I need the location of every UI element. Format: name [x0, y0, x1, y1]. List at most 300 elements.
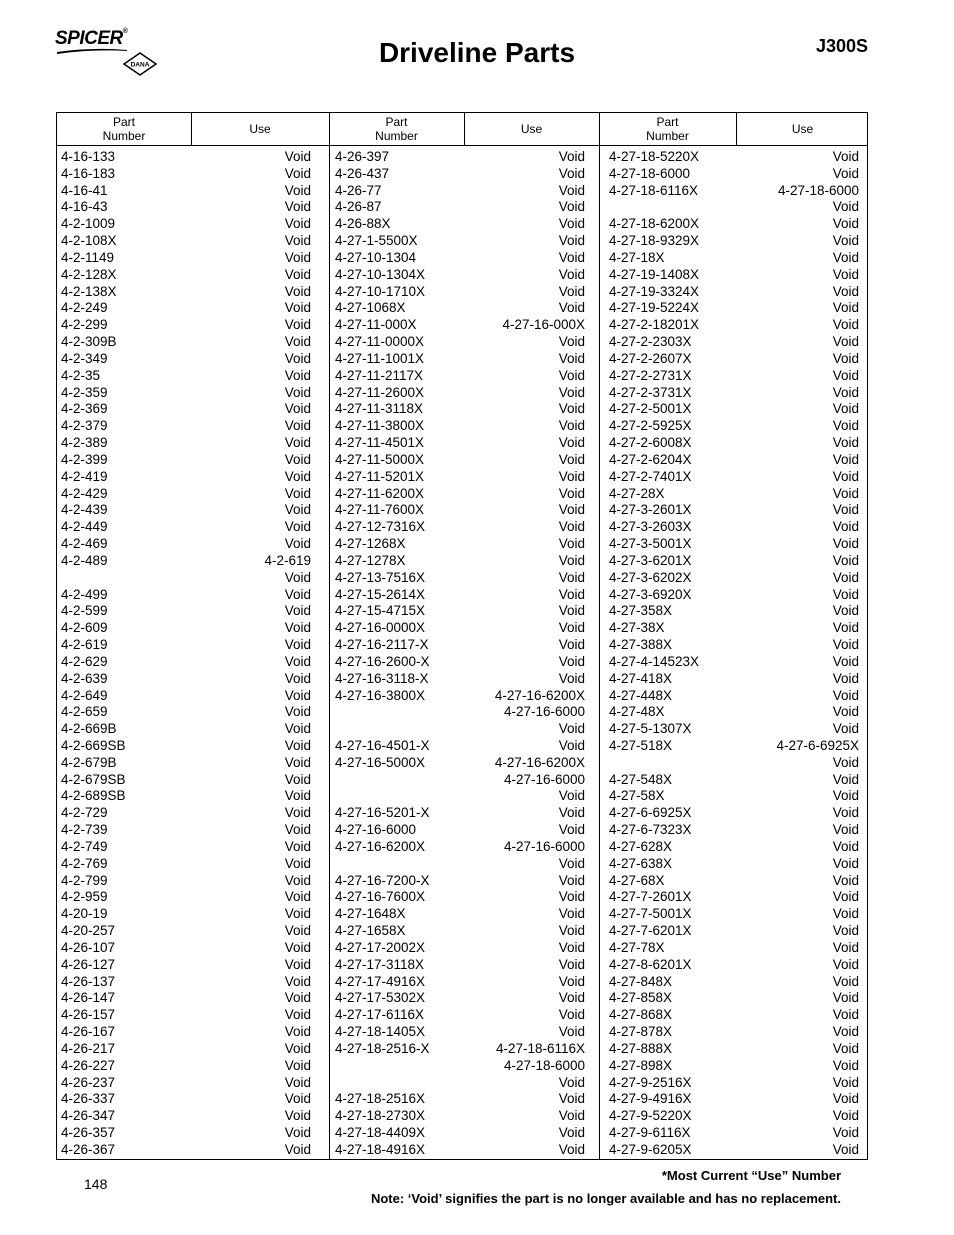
- use-value: Void: [832, 317, 859, 333]
- use-value: Void: [558, 536, 585, 552]
- table-row: [335, 889, 585, 906]
- table-row: [61, 435, 311, 452]
- table-row: [609, 149, 859, 166]
- table-row: [609, 570, 859, 587]
- part-number: 4-26-77: [335, 182, 382, 198]
- part-number: 4-27-16-5201-X: [335, 805, 430, 821]
- part-number: 4-27-1268X: [335, 536, 406, 552]
- part-number: 4-27-18-2516X: [335, 1091, 426, 1107]
- table-row: [61, 889, 311, 906]
- part-number: 4-27-388X: [609, 637, 673, 653]
- use-value: Void: [558, 249, 585, 265]
- table-row: [335, 822, 585, 839]
- table-row: [61, 788, 311, 805]
- table-row: [61, 334, 311, 351]
- use-value: 4-27-6-6925X: [776, 737, 859, 753]
- use-value: Void: [832, 603, 859, 619]
- use-value: Void: [284, 721, 311, 737]
- part-number: 4-2-249: [61, 300, 108, 316]
- table-row: [61, 1142, 311, 1159]
- part-number: 4-2-499: [61, 586, 108, 602]
- table-row: [609, 721, 859, 738]
- use-value: 4-27-16-6200X: [494, 754, 585, 770]
- part-number: 4-27-18-2730X: [335, 1108, 426, 1124]
- table-row: [335, 317, 585, 334]
- part-number: 4-27-4-14523X: [609, 653, 700, 669]
- part-number: 4-27-17-6116X: [335, 1007, 425, 1023]
- use-value: Void: [284, 923, 311, 939]
- use-value: Void: [558, 737, 585, 753]
- part-number: 4-27-16-6200X: [335, 838, 426, 854]
- part-number: 4-27-11-1001X: [335, 350, 425, 366]
- use-value: Void: [832, 721, 859, 737]
- use-value: Void: [832, 249, 859, 265]
- table-row: [609, 1007, 859, 1024]
- part-number: 4-27-48X: [609, 704, 665, 720]
- part-number: 4-2-35: [61, 367, 101, 383]
- table-row: [609, 401, 859, 418]
- use-value: Void: [832, 805, 859, 821]
- table-row: [335, 587, 585, 604]
- table-row: [609, 486, 859, 503]
- use-value: Void: [284, 1057, 311, 1073]
- table-row: [61, 149, 311, 166]
- table-row: [61, 486, 311, 503]
- part-number: 4-27-548X: [609, 771, 673, 787]
- use-value: Void: [284, 838, 311, 854]
- part-number: 4-27-18-6000: [609, 165, 691, 181]
- part-number: 4-27-2-2303X: [609, 334, 692, 350]
- use-value: Void: [284, 620, 311, 636]
- use-value: Void: [558, 822, 585, 838]
- header-cell: Use: [520, 122, 543, 136]
- table-row: [609, 334, 859, 351]
- part-number: 4-27-2-5001X: [609, 401, 692, 417]
- use-value: Void: [832, 906, 859, 922]
- use-value: Void: [832, 838, 859, 854]
- use-value: Void: [558, 199, 585, 215]
- part-number: 4-26-167: [61, 1024, 116, 1040]
- table-row: [335, 1091, 585, 1108]
- use-value: Void: [832, 670, 859, 686]
- part-number: 4-27-16-5000X: [335, 754, 426, 770]
- part-number: 4-27-16-7600X: [335, 889, 426, 905]
- use-value: Void: [558, 1108, 585, 1124]
- use-value: 4-27-16-000X: [502, 317, 585, 333]
- table-row: [609, 990, 859, 1007]
- use-value: Void: [832, 1108, 859, 1124]
- part-number: 4-2-629: [61, 653, 108, 669]
- table-row: [609, 587, 859, 604]
- part-number: 4-2-649: [61, 687, 108, 703]
- table-row: [335, 267, 585, 284]
- table-row: [335, 738, 585, 755]
- part-number: 4-27-878X: [609, 1024, 673, 1040]
- part-number: 4-2-489: [61, 552, 108, 568]
- part-number: 4-2-659: [61, 704, 108, 720]
- use-value: Void: [832, 300, 859, 316]
- table-row: [61, 873, 311, 890]
- part-number: 4-27-3-6201X: [609, 552, 692, 568]
- part-number: 4-27-1658X: [335, 923, 406, 939]
- use-value: Void: [284, 889, 311, 905]
- table-row: [609, 822, 859, 839]
- use-value: 4-27-18-6000: [503, 1057, 585, 1073]
- use-value: Void: [558, 620, 585, 636]
- table-row: [335, 401, 585, 418]
- part-number: 4-26-107: [61, 939, 116, 955]
- table-row: [609, 654, 859, 671]
- use-value: Void: [284, 653, 311, 669]
- use-value: Void: [832, 1057, 859, 1073]
- part-number: 4-27-7-2601X: [609, 889, 692, 905]
- part-number: 4-27-16-2117-X: [335, 637, 429, 653]
- table-row: [609, 183, 859, 200]
- part-number: 4-26-87: [335, 199, 382, 215]
- use-value: Void: [832, 334, 859, 350]
- part-number: 4-27-16-3800X: [335, 687, 426, 703]
- use-value: Void: [284, 300, 311, 316]
- use-value: Void: [558, 468, 585, 484]
- part-number: 4-27-18-2516-X: [335, 1040, 430, 1056]
- use-value: Void: [284, 401, 311, 417]
- table-row: [609, 957, 859, 974]
- use-value: Void: [832, 889, 859, 905]
- part-number: 4-27-2-2731X: [609, 367, 692, 383]
- table-row: [335, 688, 585, 705]
- table-row: [335, 334, 585, 351]
- table-row: [335, 906, 585, 923]
- use-value: Void: [832, 855, 859, 871]
- header-cell: Use: [791, 122, 814, 136]
- part-number: 4-27-11-5201X: [335, 468, 425, 484]
- part-number: 4-2-749: [61, 838, 108, 854]
- table-row: [61, 368, 311, 385]
- use-value: Void: [558, 1007, 585, 1023]
- part-number: 4-2-679B: [61, 754, 117, 770]
- use-value: Void: [284, 704, 311, 720]
- part-number: 4-2-619: [61, 637, 108, 653]
- table-row: [335, 671, 585, 688]
- use-value: Void: [832, 939, 859, 955]
- use-value: Void: [832, 872, 859, 888]
- column-group: [335, 149, 585, 1159]
- part-number: 4-16-43: [61, 199, 108, 215]
- part-number: 4-27-5-1307X: [609, 721, 692, 737]
- part-number: 4-27-2-18201X: [609, 317, 700, 333]
- use-value: Void: [284, 569, 311, 585]
- use-value: Void: [558, 334, 585, 350]
- table-row: [335, 704, 585, 721]
- part-number: 4-27-2-6204X: [609, 451, 692, 467]
- table-row: [335, 166, 585, 183]
- column-divider: [329, 113, 330, 1159]
- table-row: [609, 856, 859, 873]
- use-value: Void: [284, 350, 311, 366]
- part-number: 4-26-367: [61, 1141, 116, 1157]
- part-number: 4-27-68X: [609, 872, 665, 888]
- use-value: Void: [558, 350, 585, 366]
- table-row: [609, 889, 859, 906]
- part-number: 4-27-18-5220X: [609, 149, 700, 164]
- use-value: 4-27-16-6200X: [494, 687, 585, 703]
- use-value: Void: [558, 653, 585, 669]
- use-value: Void: [558, 973, 585, 989]
- table-row: [335, 199, 585, 216]
- part-number: 4-27-2-7401X: [609, 468, 692, 484]
- table-row: [609, 1075, 859, 1092]
- use-value: Void: [832, 435, 859, 451]
- part-number: 4-26-397: [335, 149, 390, 164]
- part-number: 4-2-379: [61, 418, 108, 434]
- use-value: 4-27-16-6000: [503, 838, 585, 854]
- use-value: Void: [284, 603, 311, 619]
- table-row: [61, 755, 311, 772]
- use-value: Void: [284, 435, 311, 451]
- use-value: Void: [558, 889, 585, 905]
- table-row: [335, 452, 585, 469]
- use-value: Void: [284, 990, 311, 1006]
- part-number: 4-2-309B: [61, 334, 117, 350]
- table-row: [609, 1108, 859, 1125]
- table-row: [335, 183, 585, 200]
- part-number: 4-27-6-7323X: [609, 822, 692, 838]
- part-number: 4-2-959: [61, 889, 108, 905]
- part-number: 4-27-10-1304: [335, 249, 417, 265]
- part-number: 4-27-16-7200-X: [335, 872, 430, 888]
- part-number: 4-16-133: [61, 149, 116, 164]
- table-row: [335, 957, 585, 974]
- part-number: 4-27-11-5000X: [335, 451, 425, 467]
- part-number: 4-26-217: [61, 1040, 116, 1056]
- table-row: [61, 839, 311, 856]
- use-value: Void: [284, 249, 311, 265]
- part-number: 4-2-369: [61, 401, 108, 417]
- use-value: Void: [284, 519, 311, 535]
- part-number: 4-27-38X: [609, 620, 665, 636]
- part-number: 4-2-449: [61, 519, 108, 535]
- part-number: 4-27-19-3324X: [609, 283, 700, 299]
- table-row: [609, 199, 859, 216]
- part-number: 4-16-41: [61, 182, 108, 198]
- use-value: Void: [832, 216, 859, 232]
- use-value: Void: [284, 536, 311, 552]
- part-number: 4-20-19: [61, 906, 108, 922]
- table-row: [609, 233, 859, 250]
- part-number: 4-2-439: [61, 502, 108, 518]
- part-number: 4-26-157: [61, 1007, 116, 1023]
- use-value: Void: [558, 872, 585, 888]
- use-value: Void: [558, 906, 585, 922]
- table-row: [61, 688, 311, 705]
- use-value: Void: [832, 451, 859, 467]
- table-row: [335, 637, 585, 654]
- table-row: [61, 721, 311, 738]
- note-current: *Most Current “Use” Number: [661, 1168, 841, 1183]
- header-cell: Part Number: [102, 115, 146, 143]
- part-number: 4-26-357: [61, 1125, 116, 1141]
- use-value: Void: [284, 906, 311, 922]
- part-number: 4-27-3-5001X: [609, 536, 692, 552]
- table-row: [609, 351, 859, 368]
- table-row: [609, 1142, 859, 1159]
- table-row: [335, 149, 585, 166]
- table-row: [61, 385, 311, 402]
- part-number: 4-2-669B: [61, 721, 117, 737]
- table-row: [335, 233, 585, 250]
- table-row: [335, 351, 585, 368]
- table-row: [609, 940, 859, 957]
- part-number: 4-27-18-4916X: [335, 1141, 426, 1157]
- table-row: [335, 553, 585, 570]
- part-number: 4-27-3-2601X: [609, 502, 692, 518]
- header-cell: Use: [249, 122, 271, 136]
- table-row: [609, 671, 859, 688]
- part-number: 4-27-9-5220X: [609, 1108, 692, 1124]
- use-value: Void: [284, 1024, 311, 1040]
- use-value: Void: [284, 754, 311, 770]
- table-row: [61, 166, 311, 183]
- part-number: 4-27-518X: [609, 737, 673, 753]
- table-row: [335, 1058, 585, 1075]
- table-row: [609, 772, 859, 789]
- table-row: [61, 620, 311, 637]
- use-value: Void: [558, 182, 585, 198]
- part-number: 4-26-237: [61, 1074, 116, 1090]
- table-row: [335, 284, 585, 301]
- part-number: 4-20-257: [61, 923, 116, 939]
- column-group: [609, 149, 859, 1159]
- use-value: Void: [832, 233, 859, 249]
- part-number: 4-26-137: [61, 973, 116, 989]
- use-value: Void: [284, 216, 311, 232]
- table-row: [335, 250, 585, 267]
- use-value: Void: [558, 721, 585, 737]
- table-row: [61, 553, 311, 570]
- use-value: Void: [558, 552, 585, 568]
- table-row: [609, 873, 859, 890]
- use-value: Void: [832, 973, 859, 989]
- table-row: [609, 788, 859, 805]
- table-row: [61, 502, 311, 519]
- part-number: 4-2-1149: [61, 249, 115, 265]
- table-row: [61, 1125, 311, 1142]
- table-row: [61, 199, 311, 216]
- note-void: Note: ‘Void’ signifies the part is no longer available and has no replacement.: [370, 1191, 841, 1206]
- use-value: Void: [284, 872, 311, 888]
- part-number: 4-27-868X: [609, 1007, 673, 1023]
- table-row: [61, 738, 311, 755]
- part-number: 4-2-799: [61, 872, 108, 888]
- table-row: [335, 620, 585, 637]
- part-number: 4-2-299: [61, 317, 108, 333]
- use-value: Void: [832, 586, 859, 602]
- use-value: Void: [284, 485, 311, 501]
- table-row: [609, 216, 859, 233]
- table-row: [609, 452, 859, 469]
- part-number: 4-2-769: [61, 855, 108, 871]
- table-row: [61, 401, 311, 418]
- table-row: [61, 216, 311, 233]
- part-number: 4-2-669SB: [61, 737, 126, 753]
- part-number: 4-27-16-4501-X: [335, 737, 430, 753]
- table-row: [335, 502, 585, 519]
- part-number: 4-27-898X: [609, 1057, 673, 1073]
- use-value: Void: [558, 435, 585, 451]
- use-value: Void: [284, 1141, 311, 1157]
- use-value: Void: [284, 334, 311, 350]
- part-number: 4-26-347: [61, 1108, 116, 1124]
- table-row: [335, 1007, 585, 1024]
- svg-text:DANA: DANA: [130, 61, 150, 69]
- use-value: Void: [558, 418, 585, 434]
- use-value: Void: [558, 384, 585, 400]
- use-value: Void: [832, 990, 859, 1006]
- table-row: [335, 805, 585, 822]
- table-row: [61, 654, 311, 671]
- table-row: [61, 856, 311, 873]
- part-number: 4-27-10-1304X: [335, 266, 426, 282]
- part-number: 4-26-337: [61, 1091, 116, 1107]
- use-value: Void: [558, 855, 585, 871]
- use-value: Void: [832, 502, 859, 518]
- use-value: Void: [832, 418, 859, 434]
- use-value: Void: [284, 367, 311, 383]
- table-row: [335, 923, 585, 940]
- table-row: [609, 1024, 859, 1041]
- header-cell: Part Number: [646, 115, 689, 143]
- part-number: 4-27-638X: [609, 855, 673, 871]
- part-number: 4-27-2-3731X: [609, 384, 692, 400]
- part-number: 4-27-11-2117X: [335, 367, 424, 383]
- table-row: [335, 570, 585, 587]
- use-value: Void: [284, 788, 311, 804]
- part-number: 4-27-11-0000X: [335, 334, 425, 350]
- table-row: [61, 704, 311, 721]
- table-row: [61, 351, 311, 368]
- table-row: [609, 1091, 859, 1108]
- table-row: [61, 469, 311, 486]
- use-value: Void: [832, 620, 859, 636]
- use-value: Void: [558, 603, 585, 619]
- use-value: Void: [832, 956, 859, 972]
- table-row: [335, 839, 585, 856]
- part-number: 4-27-7-5001X: [609, 906, 692, 922]
- use-value: Void: [832, 569, 859, 585]
- table-row: [61, 418, 311, 435]
- header-divider: [464, 113, 465, 145]
- part-number: 4-27-1278X: [335, 552, 406, 568]
- use-value: Void: [284, 199, 311, 215]
- table-row: [61, 822, 311, 839]
- part-number: 4-27-418X: [609, 670, 673, 686]
- part-number: 4-2-729: [61, 805, 108, 821]
- table-row: [61, 1108, 311, 1125]
- part-number: 4-27-17-3118X: [335, 956, 425, 972]
- use-value: Void: [558, 1091, 585, 1107]
- part-number: 4-27-1-5500X: [335, 233, 418, 249]
- use-value: Void: [558, 1074, 585, 1090]
- use-value: Void: [832, 1091, 859, 1107]
- use-value: Void: [558, 637, 585, 653]
- use-value: Void: [832, 468, 859, 484]
- part-number: 4-26-88X: [335, 216, 391, 232]
- table-row: [609, 385, 859, 402]
- table-row: [335, 856, 585, 873]
- use-value: Void: [284, 939, 311, 955]
- use-value: Void: [558, 788, 585, 804]
- table-row: [61, 957, 311, 974]
